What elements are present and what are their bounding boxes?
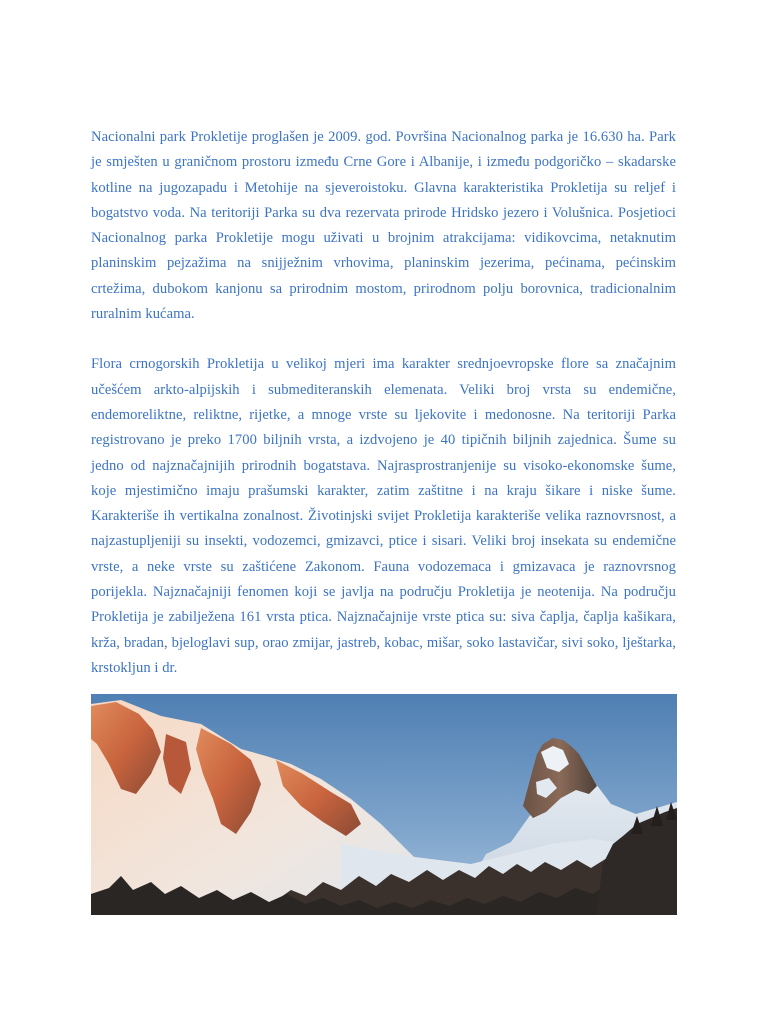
document-body: [91, 125, 676, 681]
paragraph-flora-fauna: Flora crnogorskih Prokletija u velikoj mjeri ima karakter srednjoevropske flore sa značajnim učešćem arkto-alpijskih i submediteranskih elemenata. Veliki broj vrsta su endemične, endemoreliktne, reliktne, rijetke, a mnoge vrste su ljekovite i medonosne. Na teritoriji Parka registrovano je preko 1700 biljnih vrsta, a izdvojeno je 40 tipičnih biljnih zajednica. Šume su jedno od najznačajnijih prirodnih bogatstava. Najrasprostranjenije su visoko-ekonomske šume, koje mjestimično imaju prašumski karakter, zatim zaštitne i na kraju šikare i niske šume. Karakteriše ih vertikalna zonalnost. Životinjski svijet Prokletija karakteriše velika raznovrsnost, a najzastupljeniji su insekti, vodozemci, gmizavci, ptice i sisari. Veliki broj insekata su endemične vrste, a neke vrste su zaštićene Zakonom. Fauna vodozemaca i gmizavaca je raznovrsnog porijekla. Najznačajniji fenomen koji se javlja na području Prokletija je neotenija. Na području Prokletija je zabilježena 161 vrsta ptica. Najznačajnije vrste ptica su: siva čaplja, čaplja kašikara, krža, bradan, bjeloglavi sup, orao zmijar, jastreb, kobac, mišar, soko lastavičar, sivi soko, lještarka, krstokljun i dr.: [91, 356, 676, 676]
mountain-photo: [91, 694, 677, 915]
paragraph-park-intro: Nacionalni park Prokletije proglašen je 2009. god. Površina Nacionalnog parka je 16.630 ha. Park je smješten u graničnom prostoru između Crne Gore i Albanije, i između podgoričko – skadarske kotline na jugozapadu i Metohije na sjeveroistoku. Glavna karakteristika Prokletija su reljef i bogatstvo voda. Na teritoriji Parka su dva rezervata prirode Hridsko jezero i Volušnica. Posjetioci Nacionalnog parka Prokletije mogu uživati u brojnim atrakcijama: vidikovcima, netaknutim planinskim pejzažima na snijježnim vrhovima, planinskim jezerima, pećinama, pećinskim crtežima, dubokom kanjonu sa prirodnim mostom, prirodnom polju borovnica, tradicionalnim ruralnim kućama.: [91, 129, 676, 323]
